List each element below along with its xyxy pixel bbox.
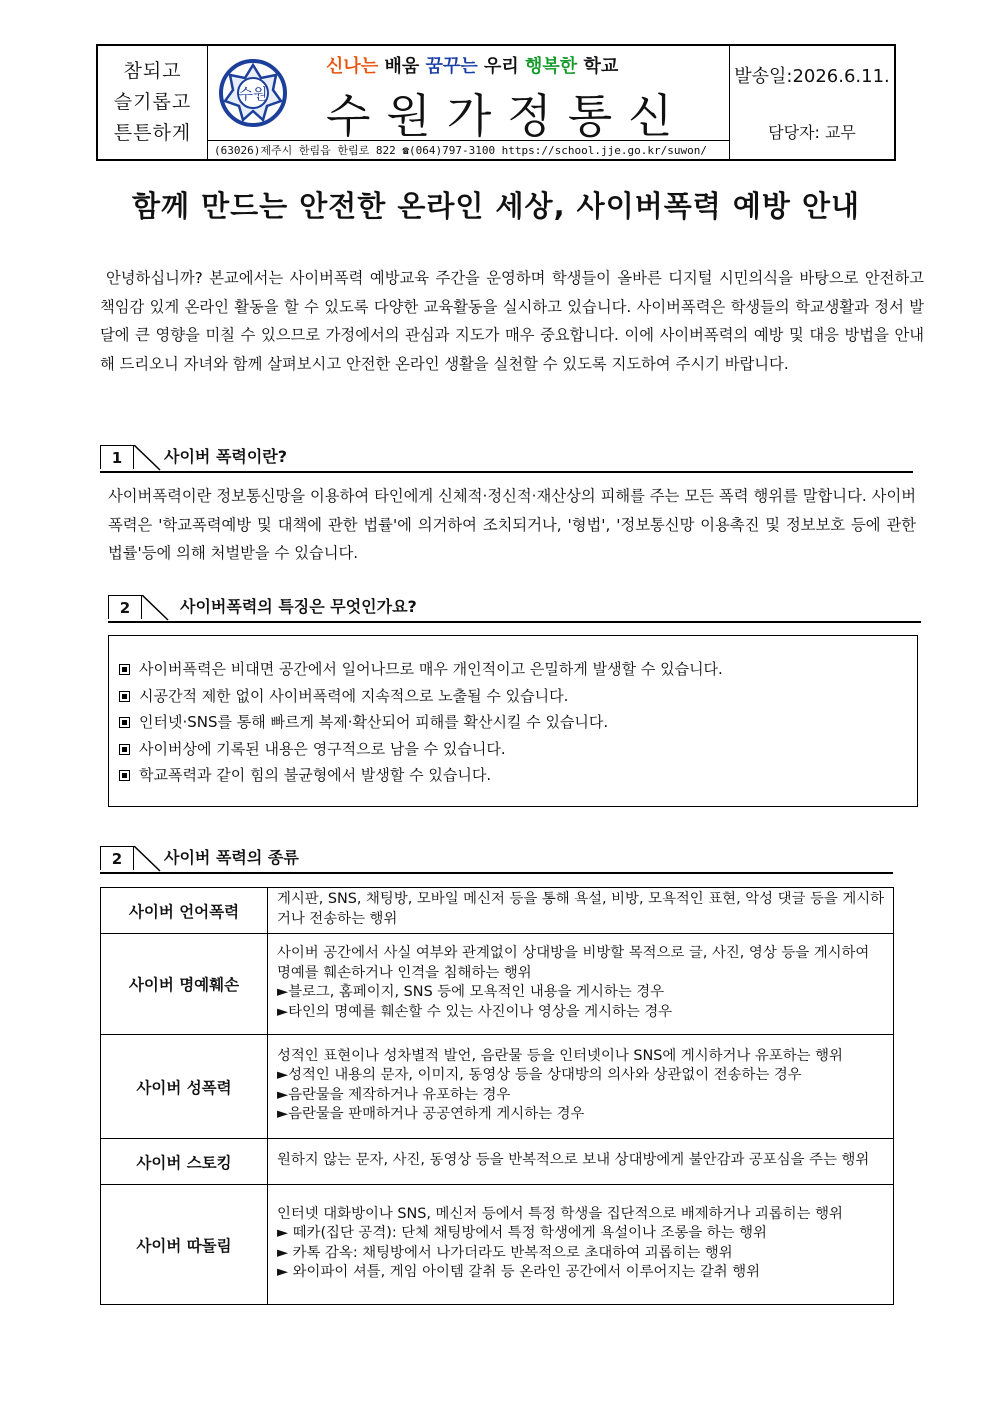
table-row — [101, 1139, 894, 1185]
table-row — [101, 1035, 894, 1139]
description-line: 성적인 표현이나 성차별적 발언, 음란물 등을 인터넷이나 SNS에 게시하거나 유포하는 행위 — [277, 1047, 843, 1064]
description-cell — [268, 1035, 894, 1139]
description-line: ► 떼카(집단 공격): 단체 채팅방에서 특정 학생에게 욕설이나 조롱을 하는 행위 — [277, 1225, 767, 1241]
section-number: 2 — [108, 595, 142, 619]
description-line: ► 카톡 감옥: 채팅방에서 나가더라도 반복적으로 초대하여 괴롭히는 행위 — [277, 1244, 733, 1261]
heading-slash-icon — [142, 595, 174, 621]
list-item-text: 인터넷·SNS를 통해 빠르게 복제·확산되어 피해를 확산시킬 수 있습니다. — [139, 713, 609, 731]
square-bullet-icon — [119, 770, 130, 781]
school-address: (63026)제주시 한림읍 한림로 822 ☎(064)797-3100 https://school.jje.go.kr/suwon/ — [208, 140, 730, 161]
table-row — [101, 934, 894, 1035]
description-line: 게시판, SNS, 채팅방, 모바일 메신저 등을 통해 욕설, 비방, 모욕적인 표현, 악성 댓글 등을 게시하거나 전송하는 행위 — [277, 891, 885, 927]
list-item — [119, 656, 917, 683]
school-logo — [218, 58, 288, 128]
square-bullet-icon — [119, 691, 130, 702]
newsletter-title: 수원가정통신 — [326, 89, 689, 143]
section-title: 사이버 폭력의 종류 — [164, 848, 299, 867]
description-cell — [268, 934, 894, 1035]
section-heading — [100, 445, 913, 473]
section-body: 사이버폭력이란 정보통신망을 이용하여 타인에게 신체적·정신적·재산상의 피해를 주는 모든 폭력 행위를 말합니다. 사이버폭력은 '학교폭력예방 및 대책에 관한 법률'에 의거하여 조치되거나, '형법', '정보통신망 이용촉진 및 정보보호 등에 관한 법률'등에 의해 처벌받을 수 있습니다. — [108, 487, 916, 562]
list-item — [119, 736, 917, 763]
section-heading — [100, 846, 893, 874]
document-title: 함께 만드는 안전한 온라인 세상, 사이버폭력 예방 안내 — [132, 189, 860, 223]
description-cell — [268, 1185, 894, 1305]
section-number: 1 — [100, 445, 134, 469]
logo-text: 수원 — [238, 85, 268, 103]
square-bullet-icon — [119, 664, 130, 675]
description-line: 인터넷 대화방이나 SNS, 메신저 등에서 특정 학생을 집단적으로 배제하거나 괴롭히는 행위 — [277, 1205, 843, 1222]
slogan-word: 꿈꾸는 — [425, 56, 478, 77]
section-heading — [108, 595, 921, 623]
description-line: 사이버 공간에서 사실 여부와 관계없이 상대방을 비방할 목적으로 글, 사진, 영상 등을 게시하여 명예를 훼손하거나 인격을 침해하는 행위 — [277, 945, 870, 981]
masthead — [208, 46, 730, 159]
motto-line: 참되고 — [123, 60, 182, 82]
type-cell: 사이버 언어폭력 — [101, 888, 268, 934]
description-cell — [268, 1139, 894, 1185]
person-in-charge: 담당자: 교무 — [768, 123, 856, 142]
list-item-text: 시공간적 제한 없이 사이버폭력에 지속적으로 노출될 수 있습니다. — [139, 686, 569, 705]
description-line: ►음란물을 제작하거나 유포하는 경우 — [277, 1086, 511, 1103]
list-item — [119, 683, 917, 710]
slogan-word: 배움 — [384, 56, 420, 77]
issue-info — [730, 46, 894, 159]
description-line: 원하지 않는 문자, 사진, 동영상 등을 반복적으로 보내 상대방에게 불안감과 공포심을 주는 행위 — [277, 1151, 870, 1168]
square-bullet-icon — [119, 717, 130, 728]
school-slogan — [326, 52, 618, 78]
description-line: ► 와이파이 셔틀, 게임 아이템 갈취 등 온라인 공간에서 이루어지는 갈취 행위 — [277, 1264, 761, 1280]
slogan-word: 우리 — [483, 56, 519, 77]
heading-slash-icon — [134, 445, 166, 471]
list-item-text: 사이버폭력은 비대면 공간에서 일어나므로 매우 개인적이고 은밀하게 발생할 수 있습니다. — [139, 660, 723, 678]
type-cell: 사이버 따돌림 — [101, 1185, 268, 1305]
list-item — [119, 762, 917, 789]
table-row — [101, 888, 894, 934]
list-item — [119, 709, 917, 736]
send-date: 발송일:2026.6.11. — [734, 66, 890, 87]
section-title: 사이버폭력의 특징은 무엇인가요? — [180, 597, 417, 616]
description-line: ►성적인 내용의 문자, 이미지, 동영상 등을 상대방의 의사와 상관없이 전송하는 경우 — [277, 1067, 802, 1083]
motto-line: 슬기롭고 — [113, 91, 192, 113]
type-cell: 사이버 성폭력 — [101, 1035, 268, 1139]
list-item-text: 사이버상에 기록된 내용은 영구적으로 남을 수 있습니다. — [139, 739, 506, 758]
list-item-text: 학교폭력과 같이 힘의 불균형에서 발생할 수 있습니다. — [139, 766, 492, 784]
school-motto — [98, 46, 208, 159]
heading-slash-icon — [134, 846, 166, 872]
description-cell — [268, 888, 894, 934]
feature-box — [108, 635, 918, 807]
section-number: 2 — [100, 846, 134, 870]
intro-paragraph: 안녕하십니까? 본교에서는 사이버폭력 예방교육 주간을 운영하며 학생들이 올바른 디지털 시민의식을 바탕으로 안전하고 책임감 있게 온라인 활동을 할 수 있도록 다양한 교육활동을 실시하고 있습니다. 사이버폭력은 학생들의 학교생활과 정서 발달에 큰 영향을 미칠 수 있으므로 가정에서의 관심과 지도가 매우 중요합니다. 이에 사이버폭력의 예방 및 대응 방법을 안내해 드리오니 자녀와 함께 살펴보시고 안전한 온라인 생활을 실천할 수 있도록 지도하여 주시기 바랍니다. — [100, 269, 924, 373]
description-line: ►타인의 명예를 훼손할 수 있는 사진이나 영상을 게시하는 경우 — [277, 1003, 673, 1020]
description-line: ►블로그, 홈페이지, SNS 등에 모욕적인 내용을 게시하는 경우 — [277, 984, 665, 1000]
motto-line: 튼튼하게 — [113, 122, 192, 144]
newsletter-header — [96, 44, 896, 161]
section-title: 사이버 폭력이란? — [164, 447, 288, 466]
type-cell: 사이버 스토킹 — [101, 1139, 268, 1185]
table-row — [101, 1185, 894, 1305]
square-bullet-icon — [119, 744, 130, 755]
slogan-word: 행복한 — [525, 56, 578, 77]
violence-types-table — [100, 887, 894, 1305]
slogan-word: 학교 — [583, 56, 619, 77]
slogan-word: 신나는 — [326, 56, 379, 77]
description-line: ►음란물을 판매하거나 공공연하게 게시하는 경우 — [277, 1106, 585, 1122]
type-cell: 사이버 명예훼손 — [101, 934, 268, 1035]
